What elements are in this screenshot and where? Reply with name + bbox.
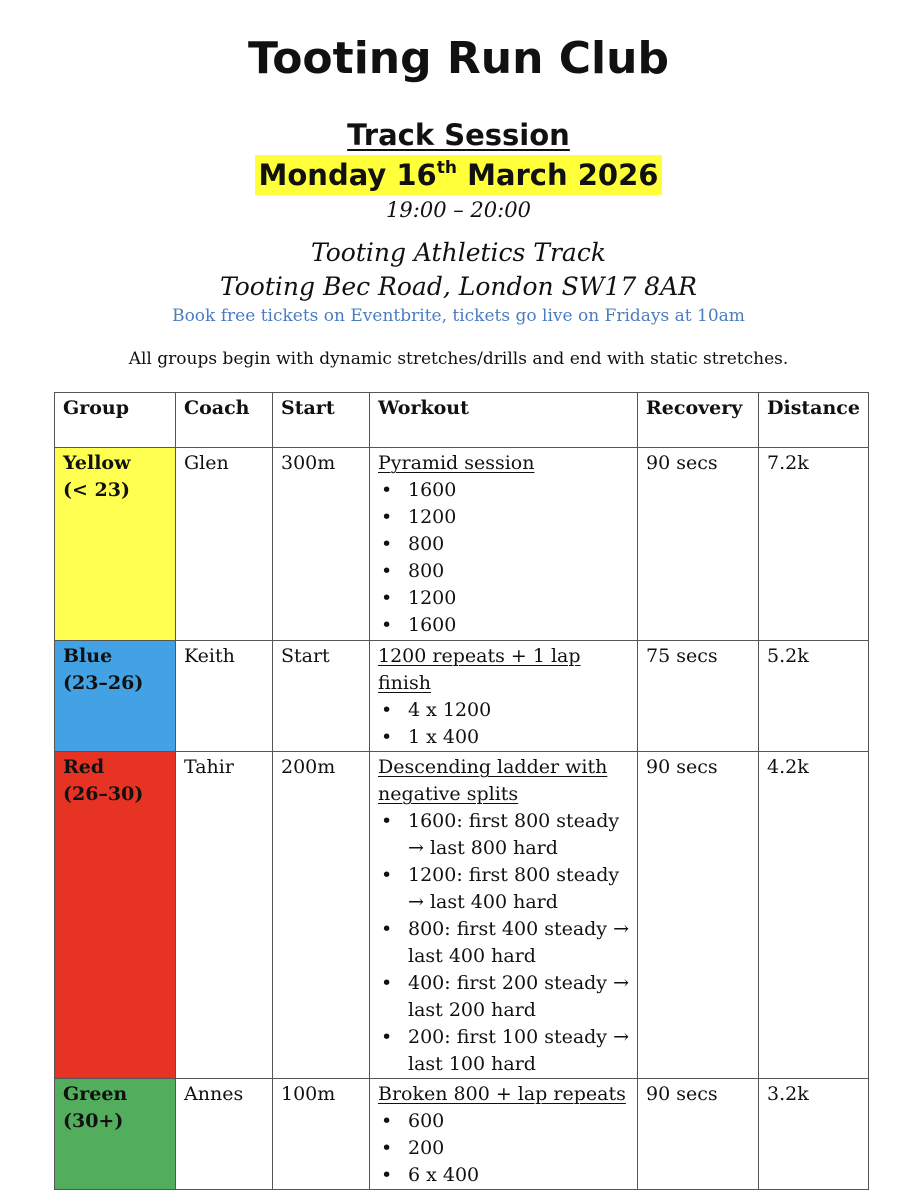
table-row-green (55, 1079, 869, 1190)
coach-cell: Tahir (176, 752, 273, 1079)
coach-cell: Keith (176, 641, 273, 752)
workout-item: • 400: first 200 steady → last 200 hard (381, 972, 630, 1021)
start-cell: 100m (273, 1079, 370, 1190)
workout-item: • 6 x 400 (378, 1162, 629, 1189)
group-range: (23–26) (63, 672, 144, 694)
bullet-icon: • (381, 918, 393, 940)
start-cell: Start (273, 641, 370, 752)
group-range: (< 23) (63, 479, 130, 501)
bullet-icon: • (381, 479, 393, 501)
bullet-icon: • (381, 560, 393, 582)
workout-item: • 4 x 1200 (378, 697, 629, 724)
workout-item: • 800 (378, 558, 629, 585)
workout-item: • 200: first 100 steady → last 100 hard (381, 1026, 630, 1075)
booking-note: Book free tickets on Eventbrite, tickets go live on Fridays at 10am (172, 306, 745, 326)
session-date-line (0, 155, 917, 195)
bullet-icon: • (381, 533, 393, 555)
group-cell-blue (55, 641, 176, 752)
column-header-group: Group (55, 393, 176, 448)
schedule-table (54, 392, 869, 1190)
workout-item: • 800: first 400 steady → last 400 hard (381, 918, 630, 967)
workout-title: Descending ladder with negative splits (378, 756, 608, 805)
workout-title: Pyramid session (378, 452, 535, 474)
column-header-distance: Distance (759, 393, 869, 448)
workout-cell (370, 1079, 638, 1190)
page-title: Tooting Run Club (248, 33, 669, 84)
distance-cell: 3.2k (759, 1079, 869, 1190)
table-row-yellow (55, 448, 869, 641)
distance-cell: 7.2k (759, 448, 869, 641)
venue-name: Tooting Athletics Track (311, 238, 606, 267)
date-ordinal-suffix: th (436, 158, 457, 178)
workout-items (378, 697, 629, 751)
workout-item: • 800 (378, 531, 629, 558)
table-header-row (55, 393, 869, 448)
group-name: Blue (63, 645, 113, 667)
bullet-icon: • (381, 506, 393, 528)
bullet-icon: • (381, 864, 393, 886)
group-name: Green (63, 1083, 128, 1105)
group-cell-red (55, 752, 176, 1079)
coach-cell: Glen (176, 448, 273, 641)
workout-cell (370, 641, 638, 752)
group-cell-yellow (55, 448, 176, 641)
bullet-icon: • (381, 1164, 393, 1186)
workout-items (378, 1108, 629, 1189)
coach-cell: Annes (176, 1079, 273, 1190)
recovery-cell: 75 secs (638, 641, 759, 752)
group-range: (26–30) (63, 783, 144, 805)
bullet-icon: • (381, 972, 393, 994)
group-cell-green (55, 1079, 176, 1190)
bullet-icon: • (381, 1110, 393, 1132)
bullet-icon: • (381, 1026, 393, 1048)
distance-cell: 4.2k (759, 752, 869, 1079)
bullet-icon: • (381, 1137, 393, 1159)
recovery-cell: 90 secs (638, 752, 759, 1079)
column-header-start: Start (273, 393, 370, 448)
column-header-coach: Coach (176, 393, 273, 448)
workout-cell (370, 752, 638, 1079)
group-range: (30+) (63, 1110, 124, 1132)
date-rest: March 2026 (456, 158, 659, 192)
workout-items (378, 477, 629, 639)
workout-cell (370, 448, 638, 641)
session-date (255, 155, 663, 195)
workout-item: • 1200 (378, 504, 629, 531)
table-row-blue (55, 641, 869, 752)
bullet-icon: • (381, 810, 393, 832)
column-header-recovery: Recovery (638, 393, 759, 448)
bullet-icon: • (381, 699, 393, 721)
intro-note: All groups begin with dynamic stretches/drills and end with static stretches. (128, 349, 789, 369)
workout-item: • 1 x 400 (378, 724, 629, 751)
workout-item: • 1200 (378, 585, 629, 612)
workout-title: Broken 800 + lap repeats (378, 1083, 626, 1105)
column-header-workout: Workout (370, 393, 638, 448)
table-row-red (55, 752, 869, 1079)
bullet-icon: • (381, 726, 393, 748)
workout-item: • 1600: first 800 steady → last 800 hard (381, 810, 620, 859)
workout-title: 1200 repeats + 1 lap finish (378, 645, 581, 694)
start-cell: 300m (273, 448, 370, 641)
workout-item: • 1600 (378, 612, 629, 639)
venue-address: Tooting Bec Road, London SW17 8AR (220, 272, 697, 301)
recovery-cell: 90 secs (638, 448, 759, 641)
workout-item: • 600 (378, 1108, 629, 1135)
group-name: Yellow (63, 452, 131, 474)
workout-item: • 1600 (378, 477, 629, 504)
bullet-icon: • (381, 614, 393, 636)
bullet-icon: • (381, 587, 393, 609)
start-cell: 200m (273, 752, 370, 1079)
session-time: 19:00 – 20:00 (386, 198, 531, 222)
recovery-cell: 90 secs (638, 1079, 759, 1190)
distance-cell: 5.2k (759, 641, 869, 752)
workout-item: • 200 (378, 1135, 629, 1162)
session-title: Track Session (347, 118, 570, 152)
workout-items (378, 808, 629, 1078)
group-name: Red (63, 756, 105, 778)
workout-item: • 1200: first 800 steady → last 400 hard (381, 864, 620, 913)
date-prefix: Monday 16 (258, 158, 437, 192)
